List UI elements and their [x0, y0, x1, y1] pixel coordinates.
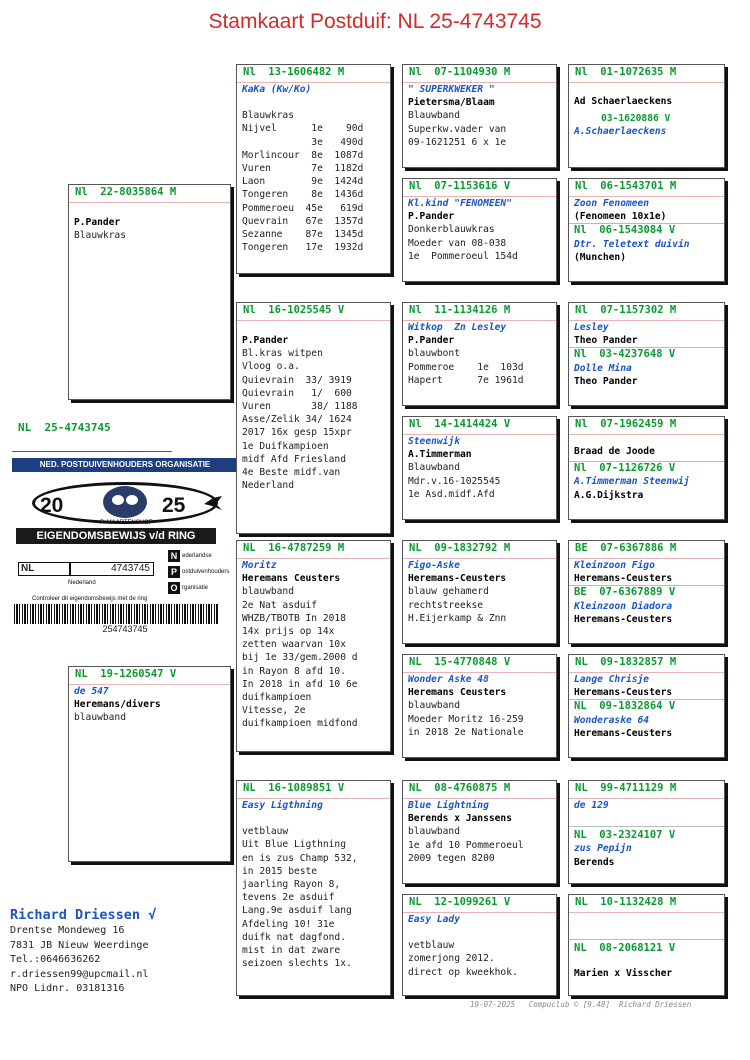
card-name: Lange Chrisje: [574, 674, 650, 685]
card-line: blauw gehamerd: [408, 586, 489, 598]
card-g4-3: [568, 302, 725, 406]
card-line: Blauwband: [408, 110, 460, 122]
card-g4-5: [568, 540, 725, 644]
card-owner: Heremans Ceusters: [408, 687, 507, 699]
card-line: WHZB/TBOTB In 2018: [242, 612, 346, 624]
card-line: Nijvel 1e 90d: [242, 123, 364, 135]
card-ring: Nl 06-1543701 M: [569, 179, 724, 197]
card-ff: [236, 64, 391, 274]
card-line: midf Afd Friesland: [242, 453, 346, 465]
card-line: rechtstreekse: [408, 599, 484, 611]
card-ring: NL 09-1832857 M: [569, 655, 724, 673]
card-ring-2: Nl 06-1543084 V: [574, 224, 676, 237]
card-line: zetten waarvan 10x: [242, 639, 346, 651]
ring-org: NED. POSTDUIVENHOUDERS ORGANISATIE: [12, 458, 238, 472]
card-g4-1: [568, 64, 725, 168]
ring-banner: EIGENDOMSBEWIJS v/d RING: [16, 528, 216, 544]
card-line: vetblauw: [242, 826, 289, 838]
card-line: duifkampioen midfond: [242, 718, 358, 730]
card-ring: Nl 16-1025545 V: [237, 303, 390, 321]
card-line: in Rayon 8 afd 10.: [242, 665, 346, 677]
card-line: direct op kweekhok.: [408, 966, 518, 978]
card-name: Kleinzoon Figo: [574, 560, 655, 571]
card-line: blauwband: [408, 700, 460, 712]
card-mm: [236, 780, 391, 996]
card-owner: Ad Schaerlaeckens: [574, 96, 673, 107]
card-fff: [402, 64, 557, 168]
card-owner-2: (Munchen): [574, 251, 626, 263]
card-line: Mdr.v.16-1025545: [408, 475, 501, 487]
card-name-2: Dtr. Teletext duivin: [574, 238, 690, 250]
card-line: Blauwkras: [242, 110, 294, 122]
card-mff: [402, 540, 557, 644]
card-ring: NL 10-1132428 M: [569, 895, 724, 913]
card-line: en is zus Champ 532,: [242, 852, 358, 864]
card-ring-2: 03-1620886 V: [601, 113, 671, 125]
card-ring: Nl 07-1962459 M: [569, 417, 724, 435]
breeder-name: Richard Driessen: [10, 907, 141, 923]
card-ring: Nl 07-1153616 V: [403, 179, 556, 197]
ring-legend-n: ederlandse: [182, 553, 212, 559]
card-line: Vuren 7e 1182d: [242, 163, 364, 175]
card-owner: Heremans-Ceusters: [408, 573, 507, 585]
card-color: blauwband: [74, 712, 126, 724]
card-name: Easy Ligthning: [242, 800, 323, 811]
card-owner: Theo Pander: [574, 335, 638, 347]
card-line: zomerjong 2012.: [408, 953, 495, 965]
ring-legend-p: ostduivenhouders: [182, 569, 230, 575]
card-owner-2: Berends: [574, 856, 615, 868]
card-line: In 2018 in afd 10 6e: [242, 678, 358, 690]
card-fm: [236, 302, 391, 534]
card-mfm: [402, 654, 557, 758]
card-ring: Nl 22-8035864 M: [69, 185, 230, 203]
card-line: Quievrain 33/ 3919: [242, 374, 352, 386]
card-g4-6: [568, 654, 725, 758]
card-ring-2: NL 08-2068121 V: [574, 942, 676, 954]
card-line: 1e Duifkampioen: [242, 440, 329, 452]
card-owner-2: Theo Pander: [574, 375, 638, 387]
card-name: de 547: [74, 686, 109, 697]
subject-card: [12, 420, 172, 452]
card-line: 2009 tegen 8200: [408, 852, 495, 864]
card-name-2: zus Pepijn: [574, 843, 632, 855]
card-fmm: [402, 416, 557, 520]
card-mmf: [402, 780, 557, 884]
card-line: 3e 490d: [242, 136, 364, 148]
card-line: 2e Nat asduif: [242, 599, 318, 611]
card-line: Tongeren 8e 1436d: [242, 189, 364, 201]
card-ring-2: NL 09-1832864 V: [574, 700, 676, 713]
card-line: Vuren 38/ 1188: [242, 401, 358, 413]
card-color: Blauwkras: [74, 230, 126, 242]
card-ring-2: Nl 07-1126726 V: [574, 462, 676, 475]
card-owner: Heremans/divers: [74, 699, 161, 711]
card-line: blauwbont: [408, 348, 460, 360]
card-line: Afdeling 10! 31e: [242, 918, 335, 930]
card-owner: P.Pander: [408, 211, 455, 223]
footer: 19-07-2025 Compuclub © [9.48] Richard Driessen: [470, 1000, 692, 1009]
card-line: Bl.kras witpen: [242, 348, 323, 360]
ring-letter-n: N: [168, 550, 180, 562]
ring-letter-o: O: [168, 582, 180, 594]
card-owner: P.Pander: [408, 335, 455, 347]
card-line: duifkampioen: [242, 692, 312, 704]
card-name: Steenwijk: [408, 436, 460, 447]
ring-certificate: [12, 458, 238, 638]
pigeon-icon: [98, 482, 152, 522]
card-owner: Berends x Janssens: [408, 813, 512, 825]
card-line: Pommeroeu 45e 619d: [242, 202, 364, 214]
card-name-2: Dolle Mina: [574, 362, 632, 374]
card-line: 1e Pommeroeul 154d: [408, 250, 518, 262]
card-line: 14x prijs op 14x: [242, 626, 335, 638]
card-line: Moeder Moritz 16-259: [408, 713, 524, 725]
card-ring: Nl 01-1072635 M: [569, 65, 724, 83]
card-line: Hapert 7e 1961d: [408, 374, 524, 386]
card-name: Moritz: [242, 560, 277, 571]
card-owner: Heremans Ceusters: [242, 573, 341, 585]
card-line: mist in dat zware: [242, 945, 341, 957]
card-line: 1e afd 10 Pommeroeul: [408, 839, 524, 851]
card-ring: BE 07-6367886 M: [569, 541, 724, 559]
ring-legend-o: rganisatie: [182, 585, 209, 591]
card-g4-8: [568, 894, 725, 996]
card-line: Laon 9e 1424d: [242, 176, 364, 188]
card-line: 1e Asd.midf.Afd: [408, 488, 495, 500]
card-line: seizoen slechts 1x.: [242, 958, 352, 970]
card-line: bij 1e 33/gem.2000 d: [242, 652, 358, 664]
card-line: Donkerblauwkras: [408, 224, 495, 236]
card-line: Lang.9e asduif lang: [242, 905, 352, 917]
card-ffm: [402, 178, 557, 282]
card-owner-2: Marien x Visscher: [574, 968, 673, 980]
card-ring-2: Nl 03-4237648 V: [574, 348, 676, 361]
card-ring: NL 99-4711129 M: [569, 781, 724, 799]
card-line: Uit Blue Ligthning: [242, 839, 346, 851]
card-ring: Nl 13-1606482 M: [237, 65, 390, 83]
card-name-2: Wonderaske 64: [574, 714, 650, 726]
card-name: de 129: [574, 800, 609, 811]
card-line: Sezanne 87e 1345d: [242, 229, 364, 241]
card-ring: NL 19-1260547 V: [69, 667, 230, 685]
card-owner: P.Pander: [74, 217, 121, 228]
card-line: jaarling Rayon 8,: [242, 879, 341, 891]
breeder-info: [10, 906, 156, 997]
card-ring: NL 12-1099261 V: [403, 895, 556, 913]
card-line: Quevrain 67e 1357d: [242, 215, 364, 227]
card-ring: Nl 14-1414424 V: [403, 417, 556, 435]
card-line: 09-1621251 6 x 1e: [408, 136, 507, 148]
breeder-npo: NPO Lidnr. 03181316: [10, 983, 125, 994]
card-owner: A.Timmerman: [408, 449, 472, 461]
flying-bird-icon: [204, 496, 222, 510]
card-ring: Nl 11-1134126 M: [403, 303, 556, 321]
card-owner: Braad de Joode: [574, 446, 655, 457]
card-line: Morlincour 8e 1087d: [242, 149, 364, 161]
card-line: Asse/Zelik 34/ 1624: [242, 414, 352, 426]
card-owner: P.Pander: [242, 335, 289, 346]
card-g4-4: [568, 416, 725, 520]
card-name: KaKa (Kw/Ko): [242, 84, 312, 95]
card-fmf: [402, 302, 557, 406]
breeder-phone: Tel.:0646636262: [10, 954, 101, 965]
card-line: Pommeroe 1e 103d: [408, 361, 524, 373]
card-ring: NL 08-4760875 M: [403, 781, 556, 799]
card-line: tevens 2e asduif: [242, 892, 335, 904]
card-name: Blue Lightning: [408, 800, 489, 811]
breeder-street: Drentse Mondeweg 16: [10, 925, 125, 936]
card-ring: NL 09-1832792 M: [403, 541, 556, 559]
card-ring: Nl 07-1104930 M: [403, 65, 556, 83]
card-owner: (Fenomeen 10x1e): [574, 211, 667, 223]
card-name: Wonder Aske 48: [408, 674, 489, 685]
ring-year-right: 25: [162, 494, 186, 517]
card-mother: [68, 666, 231, 862]
card-mf: [236, 540, 391, 752]
card-line: Nederland: [242, 480, 294, 492]
card-ring: Nl 07-1157302 M: [569, 303, 724, 321]
ring-letter-p: P: [168, 566, 180, 578]
breeder-city: 7831 JB Nieuw Weerdinge: [10, 939, 149, 951]
card-line: Tongeren 17e 1932d: [242, 242, 364, 254]
card-father: [68, 184, 231, 400]
barcode: [14, 604, 218, 624]
card-name: Figo-Aske: [408, 560, 460, 571]
card-line: blauwband: [408, 826, 460, 838]
card-line: Vitesse, 2e: [242, 705, 306, 717]
check-icon: √: [148, 907, 157, 923]
card-line: duifk nat dagfond.: [242, 931, 346, 943]
card-ring-2: NL 03-2324107 V: [574, 829, 676, 842]
card-ring: NL 16-4787259 M: [237, 541, 390, 559]
ring-year-left: 20: [40, 494, 64, 517]
card-name: Lesley: [574, 322, 609, 333]
card-name: " SUPERKWEKER ": [408, 84, 495, 95]
card-ring: NL 15-4770848 V: [403, 655, 556, 673]
card-line: Blauwband: [408, 462, 460, 474]
ring-country-code: NL: [18, 562, 70, 576]
card-line: Vloog o.a.: [242, 361, 300, 373]
card-name: Kl.kind "FENOMEEN": [408, 198, 512, 209]
card-line: H.Eijerkamp & Znn: [408, 612, 507, 624]
card-line: Moeder van 08-038: [408, 237, 507, 249]
page-title: Stamkaart Postduif: NL 25-4743745: [208, 10, 542, 33]
card-owner-2: A.G.Dijkstra: [574, 489, 644, 501]
card-owner-2: Heremans-Ceusters: [574, 613, 673, 625]
card-line: Quievrain 1/ 600: [242, 387, 352, 399]
card-name-2: A.Timmerman Steenwij: [574, 476, 690, 488]
card-line: 2017 16x gesp 15xpr: [242, 427, 352, 439]
card-owner: Heremans-Ceusters: [574, 573, 673, 585]
card-owner-2: Heremans-Ceusters: [574, 727, 673, 739]
breeder-email: r.driessen99@upcmail.nl: [10, 968, 149, 980]
card-g4-7: [568, 780, 725, 884]
card-owner-2: A.Schaerlaeckens: [574, 126, 667, 138]
card-line: 4e Beste midf.van: [242, 467, 341, 479]
card-g4-2: [568, 178, 725, 282]
card-ring-2: BE 07-6367889 V: [574, 586, 676, 599]
barcode-number: 254743745: [102, 624, 148, 634]
card-name-2: Kleinzoon Diadora: [574, 600, 673, 612]
ring-country: Nederland: [68, 580, 96, 586]
ring-sub: P. MAARTENSHOF: [100, 520, 153, 526]
card-line: in 2015 beste: [242, 865, 318, 877]
card-name: Witkop Zn Lesley: [408, 322, 507, 333]
card-owner: Pietersma/Blaam: [408, 97, 495, 109]
card-ring: NL 16-1089851 V: [237, 781, 390, 799]
card-line: vetblauw: [408, 940, 455, 952]
card-name: Zoon Fenomeen: [574, 198, 650, 209]
ring-number: 4743745: [70, 562, 154, 576]
card-mmm: [402, 894, 557, 996]
card-line: in 2018 2e Nationale: [408, 726, 524, 738]
ring-check-text: Controleer dit eigendomsbewijs met de ring: [32, 596, 148, 602]
card-name: Easy Lady: [408, 914, 460, 925]
card-line: blauwband: [242, 586, 294, 598]
card-line: Superkw.vader van: [408, 123, 507, 135]
subject-ring: NL 25-4743745: [18, 421, 111, 434]
card-owner: Heremans-Ceusters: [574, 687, 673, 699]
